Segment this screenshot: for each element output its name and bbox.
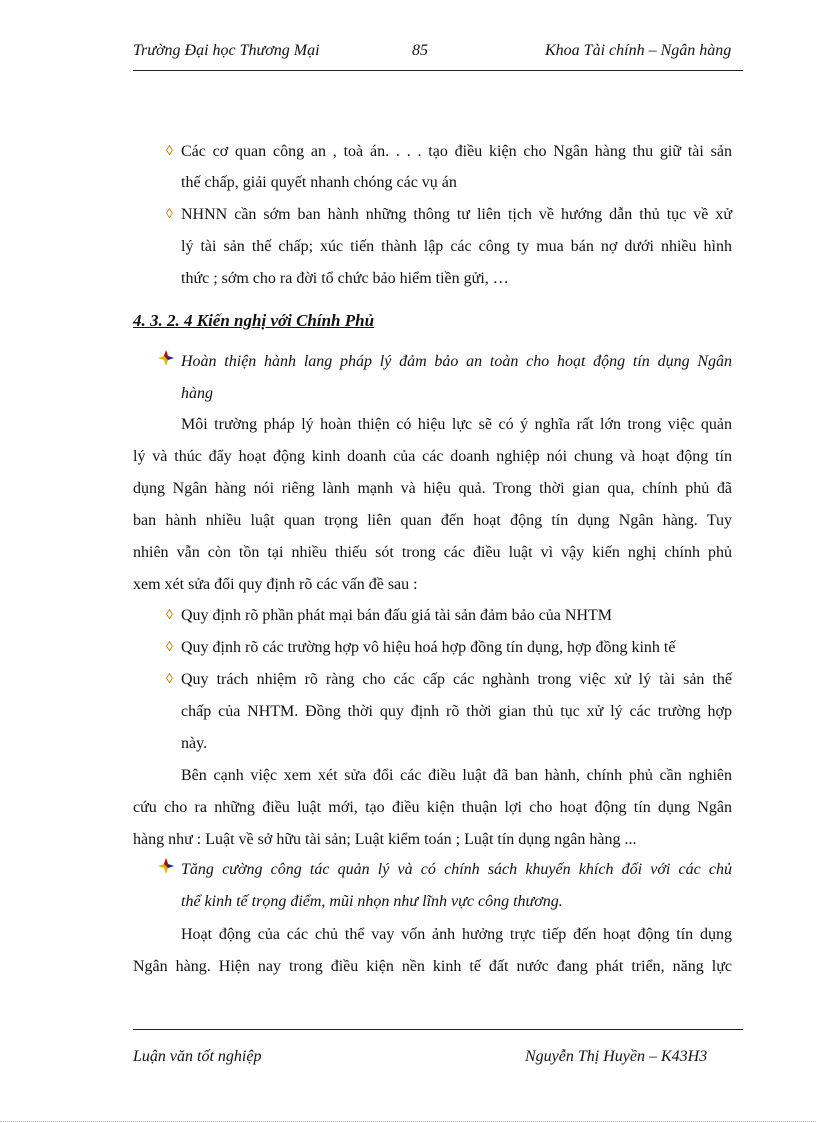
sub-heading: hàng [181,385,213,402]
header-left: Trường Đại học Thương Mại [133,42,320,59]
paragraph-line: hàng như : Luật về sở hữu tài sản; Luật kiểm toán ; Luật tín dụng ngân hàng ... [133,831,637,848]
diamond-bullet-icon: ◊ [166,640,173,655]
bullet-line: Các cơ quan công an , toà án. . . . tạo điều kiện cho Ngân hàng thu giữ tài sản [181,143,732,160]
bullet-line: Quy định rõ phần phát mại bán đấu giá tài sản đảm bảo của NHTM [181,607,612,624]
sub-heading: thể kinh tế trọng điểm, mũi nhọn như lĩnh vực công thương. [181,893,563,910]
sub-heading: Hoàn thiện hành lang pháp lý đảm bảo an toàn cho hoạt động tín dụng Ngân [181,353,732,370]
bullet-line: này. [181,735,208,752]
paragraph-line: Bên cạnh việc xem xét sửa đổi các điều luật đã ban hành, chính phủ cần nghiên [181,767,732,784]
section-heading: 4. 3. 2. 4 Kiến nghị với Chính Phủ [133,311,375,330]
four-arrow-bullet-icon [158,350,174,366]
header-rule [133,70,743,71]
paragraph-line: cứu cho ra những điều luật mới, tạo điều kiện thuận lợi cho hoạt động tín dụng Ngân [133,799,732,816]
paragraph-line: Môi trường pháp lý hoàn thiện có hiệu lực sẽ có ý nghĩa rất lớn trong việc quản [181,416,732,433]
paragraph-line: nhiên vẫn còn tồn tại nhiều thiếu sót trong các điều luật vì vậy kiến nghị chính phủ [133,544,732,561]
diamond-bullet-icon: ◊ [166,608,173,623]
paragraph-line: Hoạt động của các chủ thể vay vốn ảnh hưởng trực tiếp đến hoạt động tín dụng [181,926,732,943]
footer-left: Luận văn tốt nghiệp [133,1048,262,1065]
paragraph-line: dụng Ngân hàng nói riêng lành mạnh và hiệu quả. Trong thời gian qua, chính phủ đã [133,480,732,497]
header-right: Khoa Tài chính – Ngân hàng [545,42,732,59]
paragraph-line: lý và thúc đẩy hoạt động kinh doanh của các doanh nghiệp nói chung và hoạt động tín [133,448,732,465]
paragraph-line: xem xét sửa đổi quy định rõ các vấn đề sau : [133,576,418,593]
bullet-line: thế chấp, giải quyết nhanh chóng các vụ án [181,174,457,191]
footer-rule [133,1029,743,1030]
footer-right: Nguyễn Thị Huyền – K43H3 [525,1048,708,1065]
bullet-line: chấp của NHTM. Đồng thời quy định rõ thời gian thủ tục xử lý các trường hợp [181,703,732,720]
header-page-number: 85 [412,42,428,59]
four-arrow-bullet-icon [158,858,174,874]
bullet-line: NHNN cần sớm ban hành những thông tư liên tịch về hướng dẫn thủ tục về xử [181,206,732,223]
paragraph-line: ban hành nhiều luật quan trọng liên quan đến hoạt động tín dụng Ngân hàng. Tuy [133,512,732,529]
diamond-bullet-icon: ◊ [166,144,173,159]
diamond-bullet-icon: ◊ [166,672,173,687]
sub-heading: Tăng cường công tác quản lý và có chính sách khuyến khích đối với các chủ [181,861,732,878]
page-edge [0,1121,816,1122]
bullet-line: Quy trách nhiệm rõ ràng cho các cấp các nghành trong việc xử lý tài sản thế [181,671,732,688]
bullet-line: thức ; sớm cho ra đời tổ chức bảo hiểm tiền gửi, … [181,270,509,287]
diamond-bullet-icon: ◊ [166,207,173,222]
bullet-line: lý tài sản thế chấp; xúc tiến thành lập các công ty mua bán nợ dưới nhiều hình [181,238,732,255]
bullet-line: Quy định rõ các trường hợp vô hiệu hoá hợp đồng tín dụng, hợp đồng kinh tế [181,639,676,656]
paragraph-line: Ngân hàng. Hiện nay trong điều kiện nền kinh tế đất nước đang phát triển, năng lực [133,958,732,975]
